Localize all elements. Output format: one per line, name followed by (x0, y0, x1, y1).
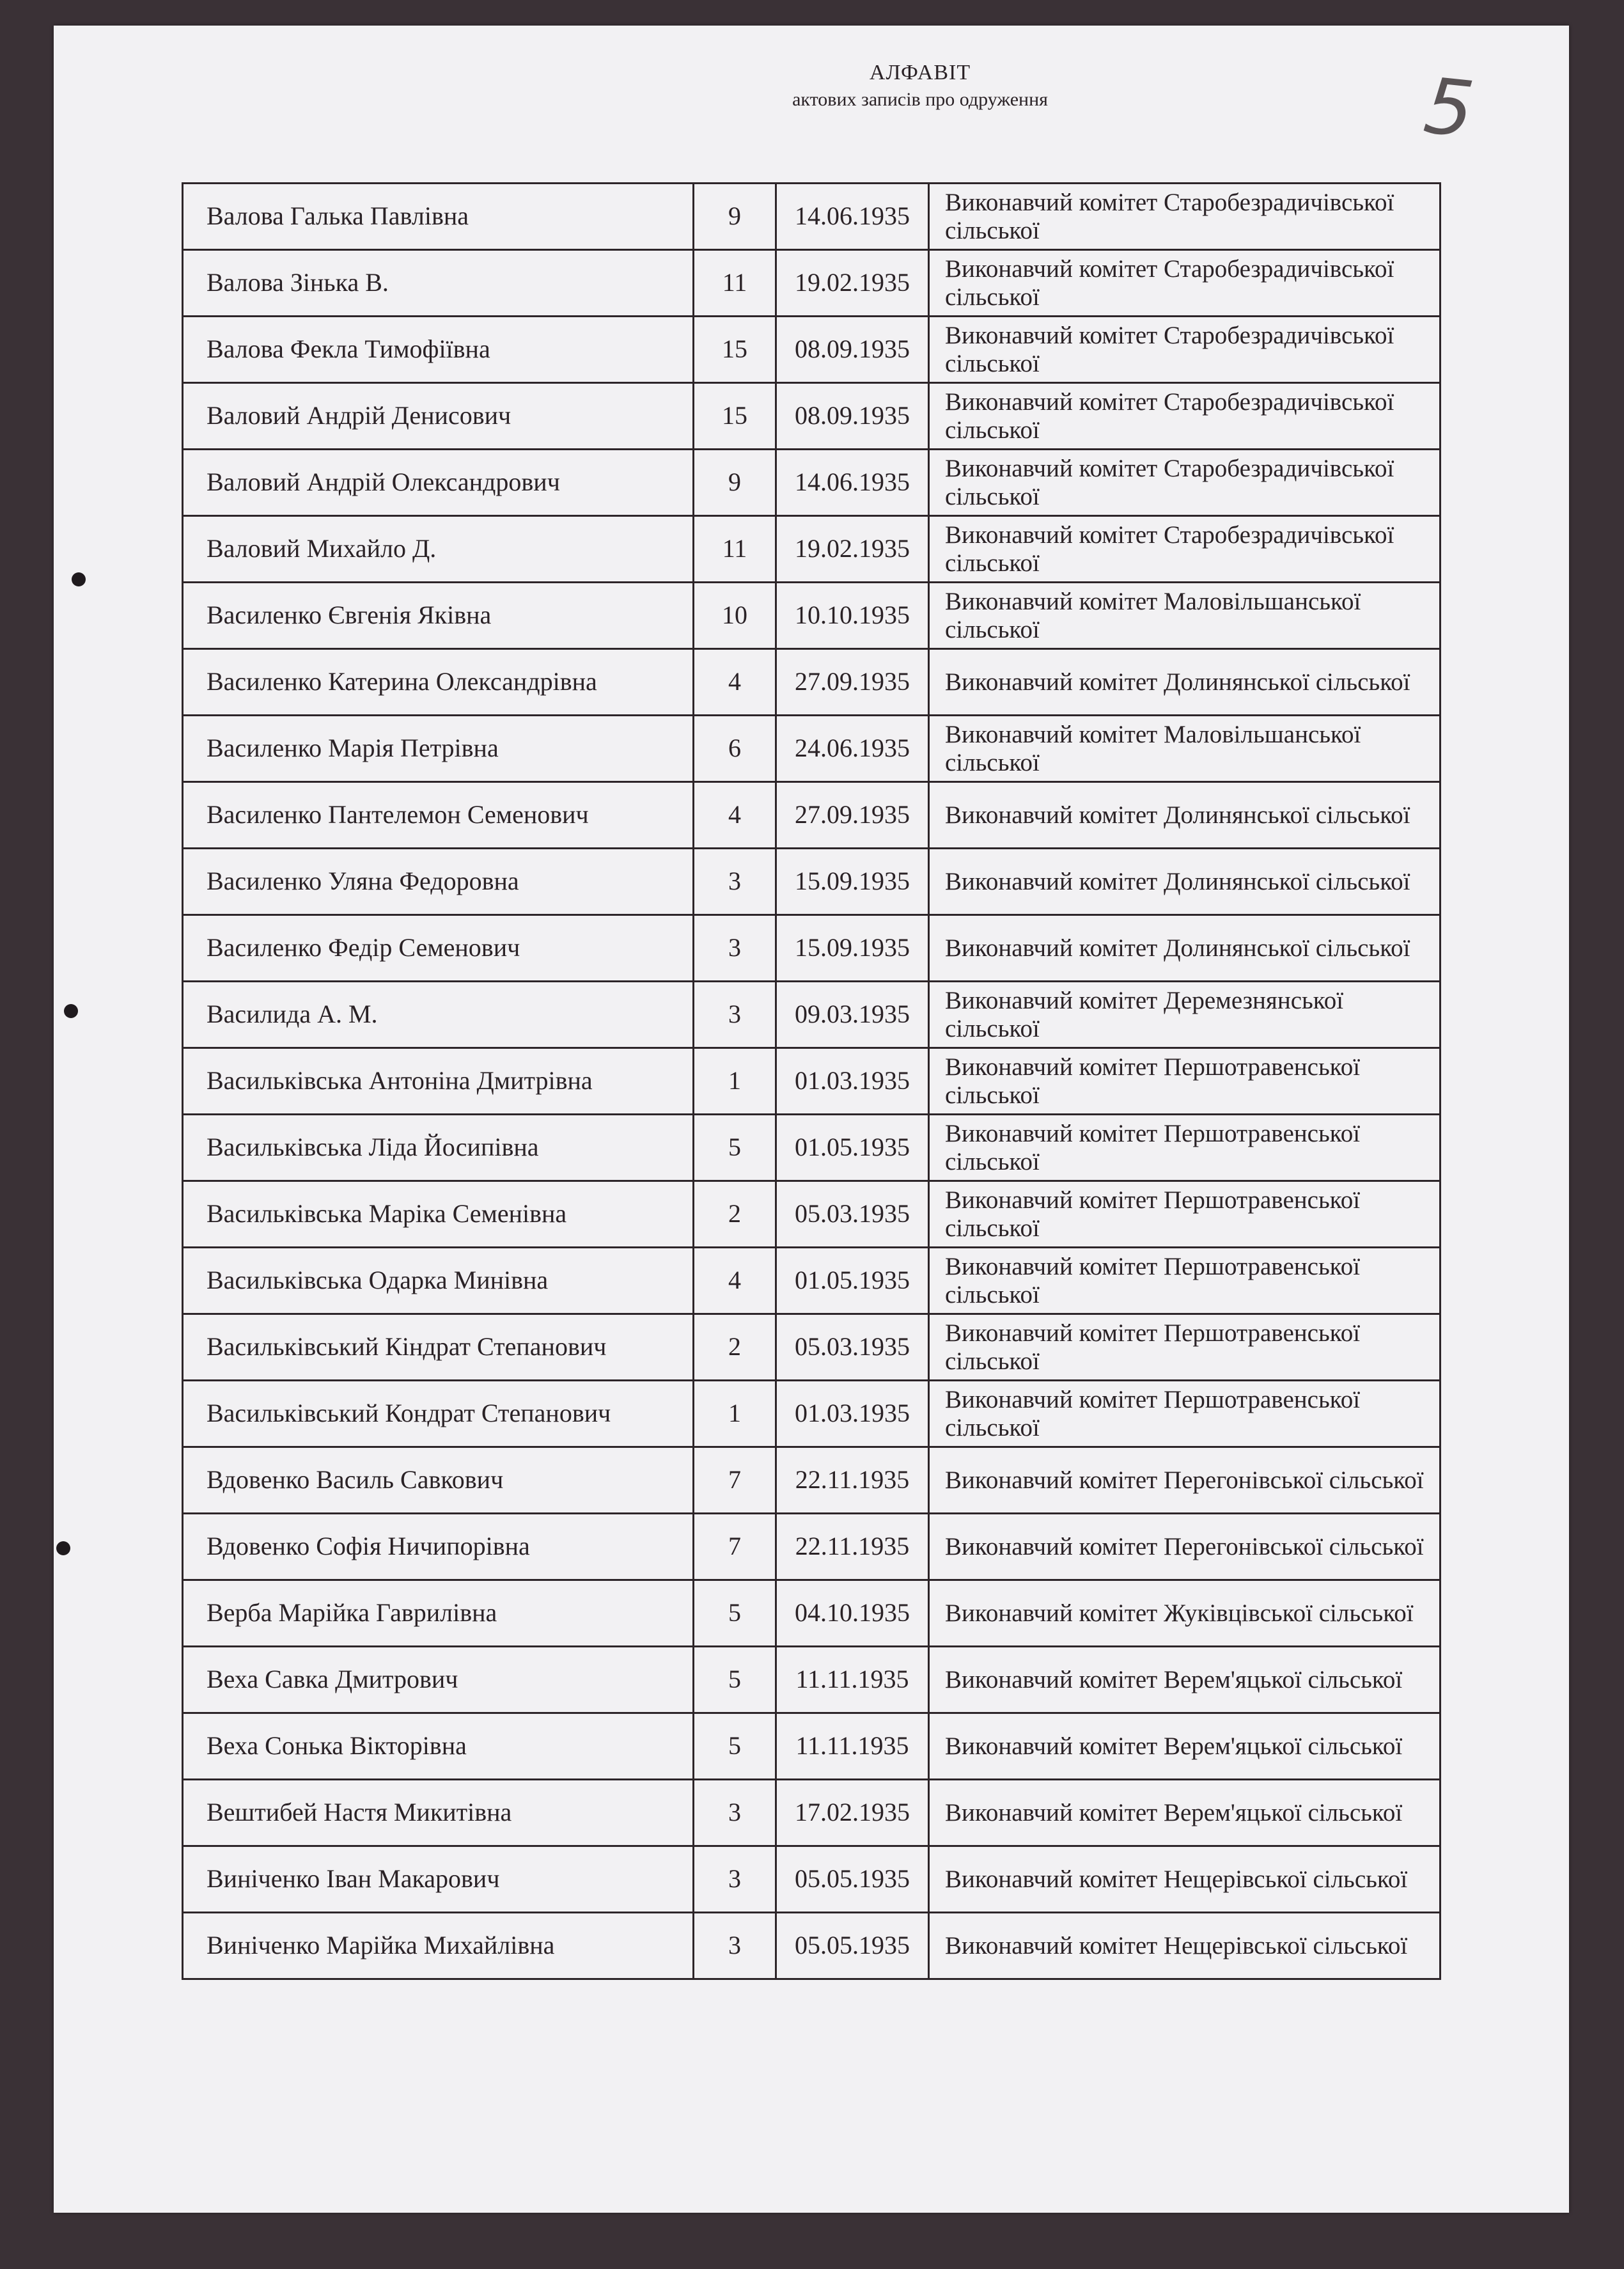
registry-office-cell: Виконавчий комітет Першотравенської сільської (929, 1048, 1441, 1115)
table-row (183, 1381, 1441, 1447)
table-row (183, 649, 1441, 716)
date-cell: 01.03.1935 (776, 1381, 929, 1447)
record-number-cell: 5 (694, 1115, 776, 1181)
record-number-cell: 4 (694, 1248, 776, 1314)
records-table (182, 182, 1441, 1980)
table-row (183, 583, 1441, 649)
document-subtitle: актових записів про одруження (792, 89, 1048, 110)
table-row (183, 1780, 1441, 1846)
name-cell: Вдовенко Василь Савкович (183, 1447, 694, 1514)
date-cell: 15.09.1935 (776, 915, 929, 982)
date-cell: 05.05.1935 (776, 1913, 929, 1979)
record-number-cell: 3 (694, 849, 776, 915)
binder-hole (56, 1541, 70, 1555)
name-cell: Васильківська Ліда Йосипівна (183, 1115, 694, 1181)
date-cell: 19.02.1935 (776, 516, 929, 583)
name-cell: Валова Фекла Тимофіївна (183, 317, 694, 383)
document-header (54, 61, 1569, 111)
table-row (183, 383, 1441, 450)
table-row (183, 516, 1441, 583)
table-row (183, 1181, 1441, 1248)
registry-office-cell: Виконавчий комітет Маловільшанської сільської (929, 583, 1441, 649)
table-row (183, 317, 1441, 383)
record-number-cell: 5 (694, 1580, 776, 1647)
record-number-cell: 7 (694, 1447, 776, 1514)
registry-office-cell: Виконавчий комітет Старобезрадичівської сільської (929, 383, 1441, 450)
table-row (183, 1447, 1441, 1514)
date-cell: 04.10.1935 (776, 1580, 929, 1647)
name-cell: Васильківський Кіндрат Степанович (183, 1314, 694, 1381)
registry-office-cell: Виконавчий комітет Старобезрадичівської сільської (929, 450, 1441, 516)
record-number-cell: 7 (694, 1514, 776, 1580)
registry-office-cell: Виконавчий комітет Нещерівської сільської (929, 1846, 1441, 1913)
registry-office-cell: Виконавчий комітет Долинянської сільської (929, 915, 1441, 982)
record-number-cell: 3 (694, 1846, 776, 1913)
date-cell: 14.06.1935 (776, 184, 929, 250)
date-cell: 01.03.1935 (776, 1048, 929, 1115)
name-cell: Вештибей Настя Микитівна (183, 1780, 694, 1846)
date-cell: 24.06.1935 (776, 716, 929, 782)
date-cell: 27.09.1935 (776, 782, 929, 849)
record-number-cell: 1 (694, 1048, 776, 1115)
registry-office-cell: Виконавчий комітет Верем'яцької сільської (929, 1780, 1441, 1846)
binder-hole (64, 1004, 78, 1018)
table-row (183, 915, 1441, 982)
name-cell: Василенко Уляна Федоровна (183, 849, 694, 915)
date-cell: 27.09.1935 (776, 649, 929, 716)
binder-hole (72, 572, 86, 586)
date-cell: 11.11.1935 (776, 1713, 929, 1780)
registry-office-cell: Виконавчий комітет Долинянської сільської (929, 849, 1441, 915)
record-number-cell: 9 (694, 450, 776, 516)
registry-office-cell: Виконавчий комітет Першотравенської сільської (929, 1248, 1441, 1314)
registry-office-cell: Виконавчий комітет Нещерівської сільської (929, 1913, 1441, 1979)
registry-office-cell: Виконавчий комітет Перегонівської сільської (929, 1514, 1441, 1580)
record-number-cell: 4 (694, 782, 776, 849)
table-row (183, 1846, 1441, 1913)
record-number-cell: 5 (694, 1713, 776, 1780)
date-cell: 11.11.1935 (776, 1647, 929, 1713)
date-cell: 01.05.1935 (776, 1248, 929, 1314)
record-number-cell: 10 (694, 583, 776, 649)
record-number-cell: 11 (694, 250, 776, 317)
record-number-cell: 3 (694, 1913, 776, 1979)
name-cell: Виніченко Марійка Михайлівна (183, 1913, 694, 1979)
record-number-cell: 2 (694, 1314, 776, 1381)
record-number-cell: 3 (694, 915, 776, 982)
date-cell: 05.03.1935 (776, 1314, 929, 1381)
table-row (183, 716, 1441, 782)
date-cell: 08.09.1935 (776, 317, 929, 383)
table-row (183, 1115, 1441, 1181)
table-row (183, 1913, 1441, 1979)
registry-office-cell: Виконавчий комітет Першотравенської сільської (929, 1181, 1441, 1248)
name-cell: Валовий Андрій Денисович (183, 383, 694, 450)
date-cell: 19.02.1935 (776, 250, 929, 317)
record-number-cell: 15 (694, 383, 776, 450)
name-cell: Виніченко Іван Макарович (183, 1846, 694, 1913)
registry-office-cell: Виконавчий комітет Долинянської сільської (929, 782, 1441, 849)
name-cell: Василенко Федір Семенович (183, 915, 694, 982)
name-cell: Василида А. М. (183, 982, 694, 1048)
table-row (183, 1314, 1441, 1381)
table-row (183, 1713, 1441, 1780)
date-cell: 05.05.1935 (776, 1846, 929, 1913)
name-cell: Веха Савка Дмитрович (183, 1647, 694, 1713)
record-number-cell: 2 (694, 1181, 776, 1248)
registry-office-cell: Виконавчий комітет Перегонівської сільської (929, 1447, 1441, 1514)
table-row (183, 1048, 1441, 1115)
date-cell: 05.03.1935 (776, 1181, 929, 1248)
table-row (183, 1514, 1441, 1580)
registry-office-cell: Виконавчий комітет Верем'яцької сільської (929, 1647, 1441, 1713)
document-title: АЛФАВІТ (869, 61, 971, 84)
registry-office-cell: Виконавчий комітет Першотравенської сільської (929, 1115, 1441, 1181)
registry-office-cell: Виконавчий комітет Старобезрадичівської сільської (929, 250, 1441, 317)
name-cell: Валова Зінька В. (183, 250, 694, 317)
record-number-cell: 5 (694, 1647, 776, 1713)
date-cell: 10.10.1935 (776, 583, 929, 649)
registry-office-cell: Виконавчий комітет Першотравенської сільської (929, 1314, 1441, 1381)
date-cell: 22.11.1935 (776, 1447, 929, 1514)
registry-office-cell: Виконавчий комітет Старобезрадичівської сільської (929, 184, 1441, 250)
record-number-cell: 6 (694, 716, 776, 782)
date-cell: 01.05.1935 (776, 1115, 929, 1181)
name-cell: Васильківський Кондрат Степанович (183, 1381, 694, 1447)
date-cell: 14.06.1935 (776, 450, 929, 516)
table-row (183, 184, 1441, 250)
record-number-cell: 11 (694, 516, 776, 583)
record-number-cell: 4 (694, 649, 776, 716)
name-cell: Васильківська Одарка Минівна (183, 1248, 694, 1314)
registry-office-cell: Виконавчий комітет Деремезнянської сільської (929, 982, 1441, 1048)
record-number-cell: 3 (694, 1780, 776, 1846)
record-number-cell: 1 (694, 1381, 776, 1447)
name-cell: Веха Сонька Вікторівна (183, 1713, 694, 1780)
name-cell: Валовий Михайло Д. (183, 516, 694, 583)
table-row (183, 782, 1441, 849)
name-cell: Василенко Марія Петрівна (183, 716, 694, 782)
record-number-cell: 9 (694, 184, 776, 250)
table-row (183, 1580, 1441, 1647)
name-cell: Валова Галька Павлівна (183, 184, 694, 250)
name-cell: Верба Марійка Гаврилівна (183, 1580, 694, 1647)
registry-office-cell: Виконавчий комітет Старобезрадичівської сільської (929, 317, 1441, 383)
document-page (54, 26, 1569, 2213)
registry-office-cell: Виконавчий комітет Старобезрадичівської сільської (929, 516, 1441, 583)
date-cell: 22.11.1935 (776, 1514, 929, 1580)
table-row (183, 1647, 1441, 1713)
date-cell: 17.02.1935 (776, 1780, 929, 1846)
name-cell: Васильківська Маріка Семенівна (183, 1181, 694, 1248)
table-row (183, 1248, 1441, 1314)
date-cell: 15.09.1935 (776, 849, 929, 915)
registry-office-cell: Виконавчий комітет Маловільшанської сільської (929, 716, 1441, 782)
record-number-cell: 3 (694, 982, 776, 1048)
registry-office-cell: Виконавчий комітет Верем'яцької сільської (929, 1713, 1441, 1780)
table-row (183, 849, 1441, 915)
date-cell: 09.03.1935 (776, 982, 929, 1048)
handwritten-page-number: 5 (1419, 61, 1478, 155)
name-cell: Василенко Євгенія Яківна (183, 583, 694, 649)
table-row (183, 450, 1441, 516)
table-row (183, 250, 1441, 317)
record-number-cell: 15 (694, 317, 776, 383)
registry-office-cell: Виконавчий комітет Долинянської сільської (929, 649, 1441, 716)
name-cell: Василенко Катерина Олександрівна (183, 649, 694, 716)
name-cell: Васильківська Антоніна Дмитрівна (183, 1048, 694, 1115)
registry-office-cell: Виконавчий комітет Першотравенської сільської (929, 1381, 1441, 1447)
registry-office-cell: Виконавчий комітет Жуківцівської сільської (929, 1580, 1441, 1647)
date-cell: 08.09.1935 (776, 383, 929, 450)
table-row (183, 982, 1441, 1048)
name-cell: Василенко Пантелемон Семенович (183, 782, 694, 849)
name-cell: Валовий Андрій Олександрович (183, 450, 694, 516)
name-cell: Вдовенко Софія Ничипорівна (183, 1514, 694, 1580)
